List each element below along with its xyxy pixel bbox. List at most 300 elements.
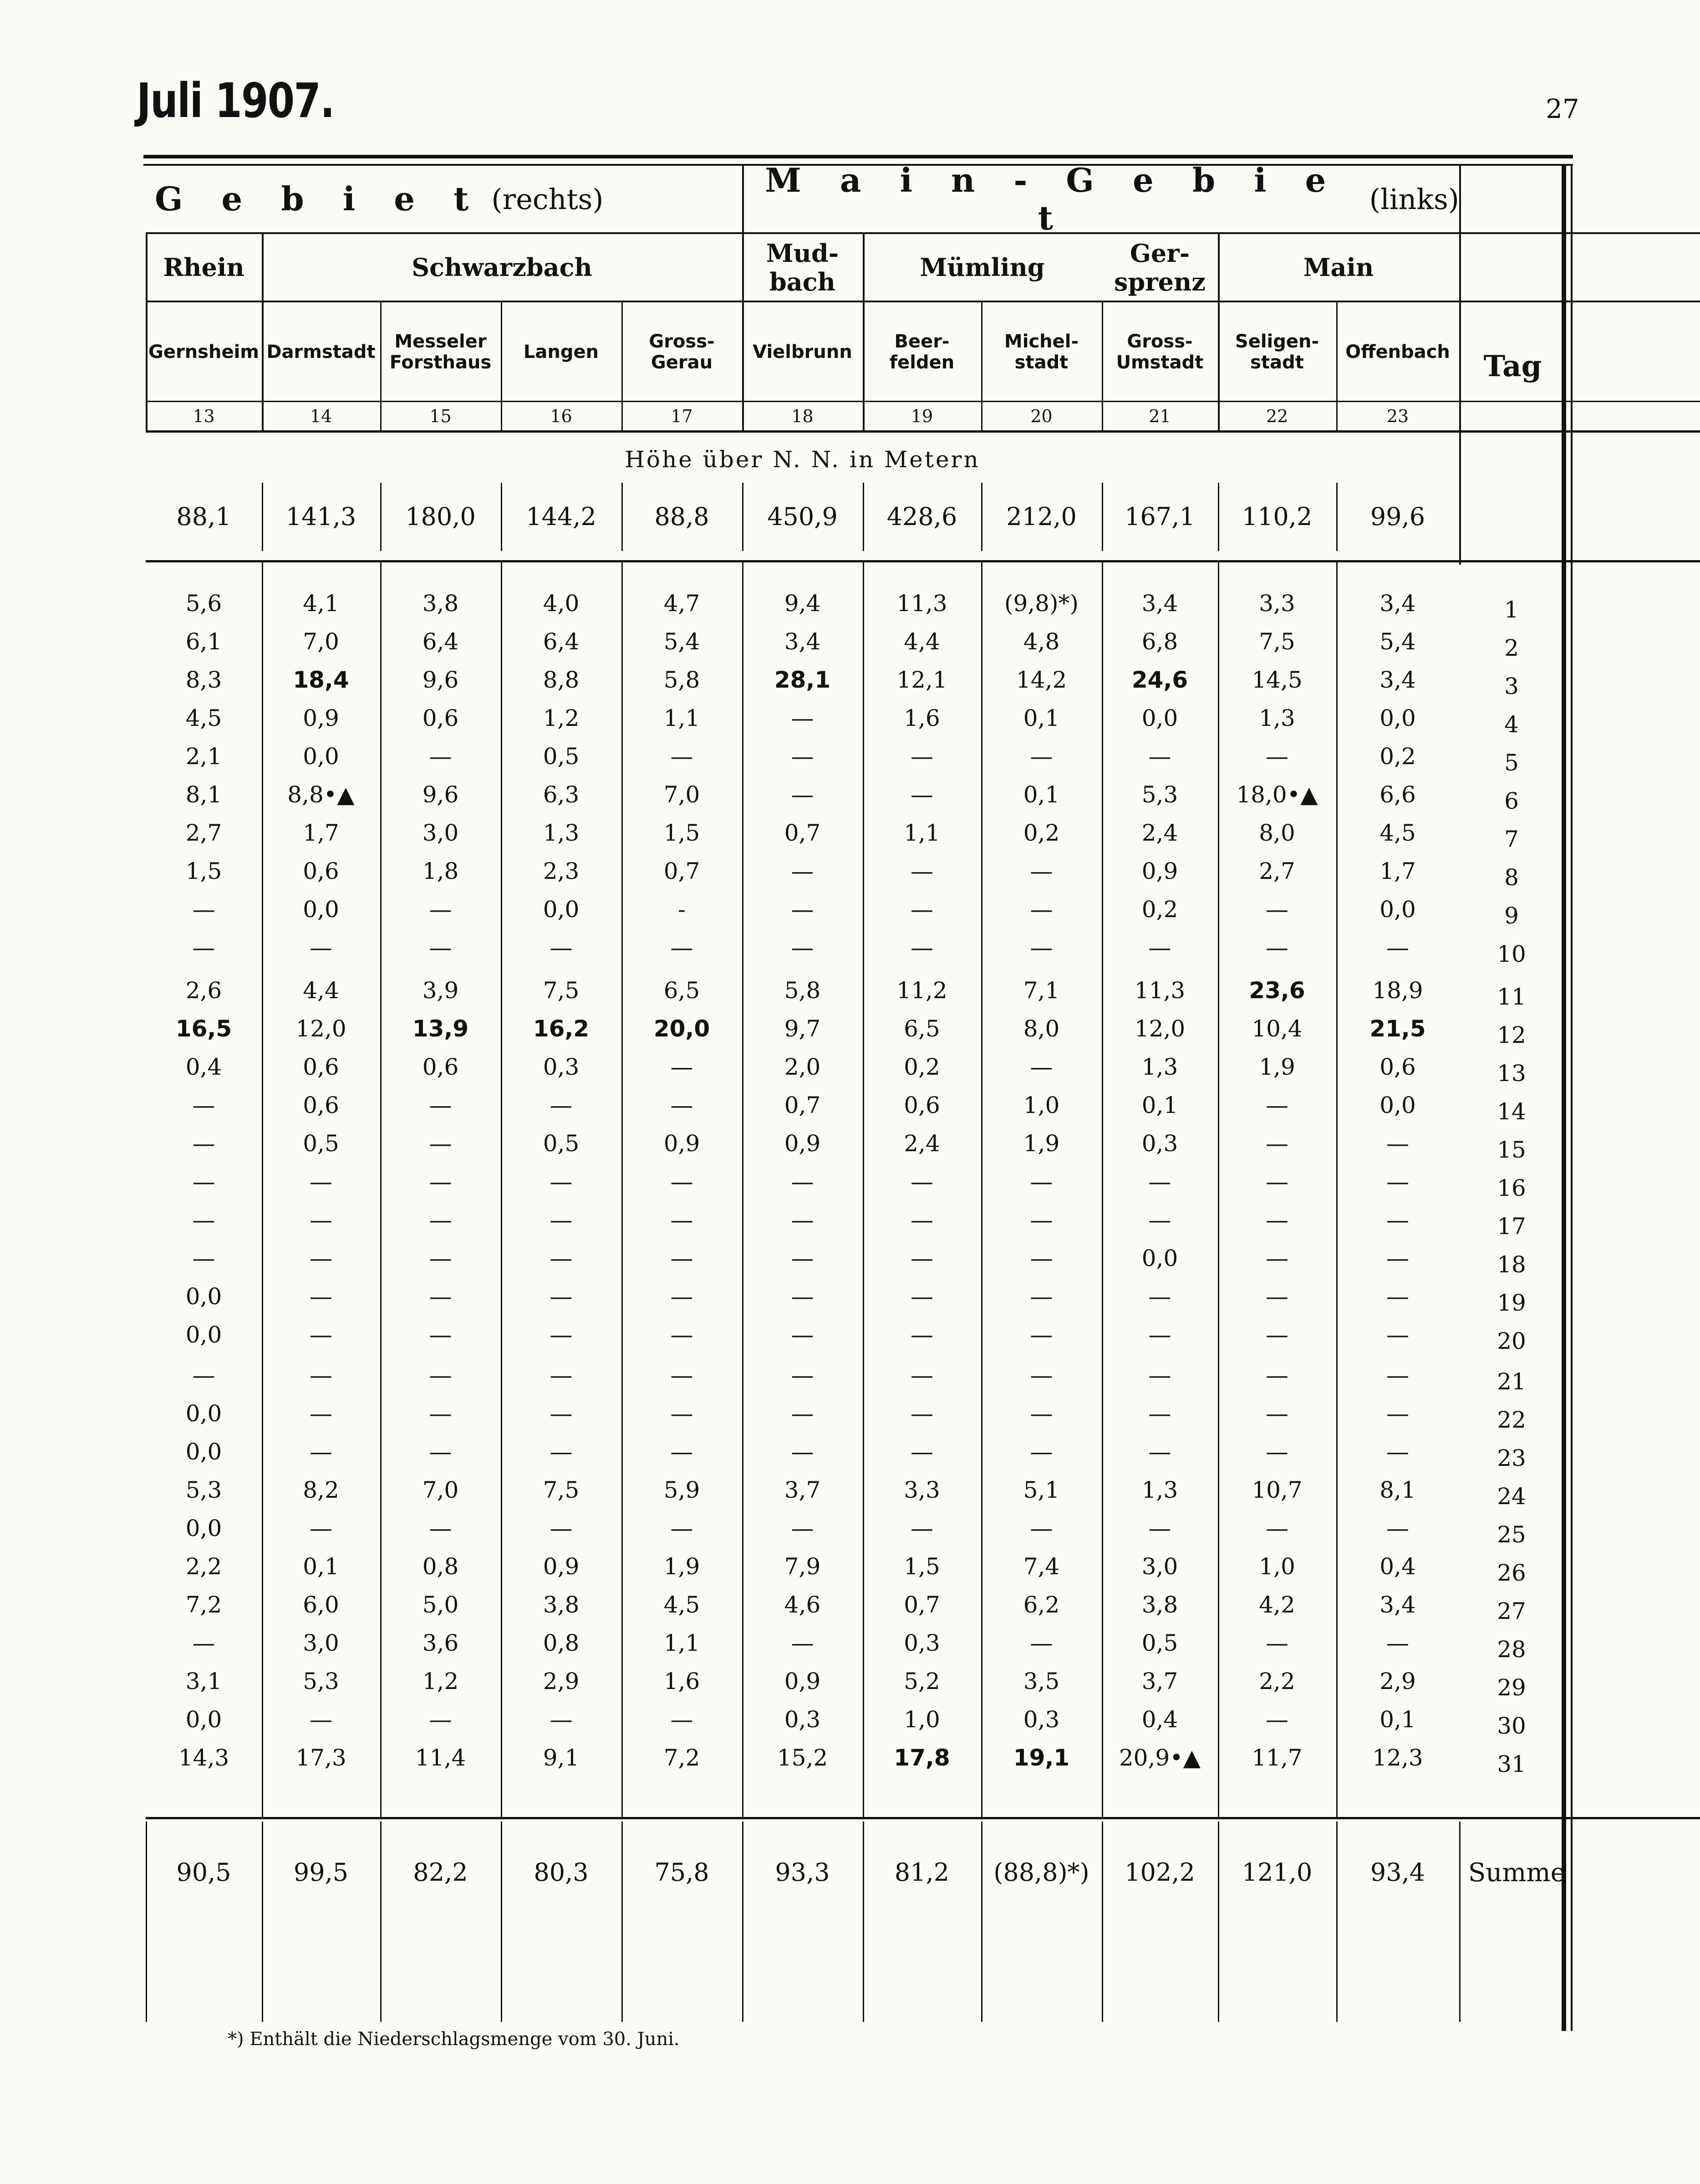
col-rule (146, 1822, 147, 2022)
table-cell: — (1266, 743, 1288, 770)
table-cell: — (1266, 1439, 1288, 1465)
row-rule (146, 430, 1700, 433)
table-cell: 12,0 (1134, 1015, 1186, 1042)
day-number: 22 (1497, 1407, 1526, 1433)
table-cell: — (911, 934, 933, 961)
table-cell: 0,6 (303, 1092, 339, 1118)
table-cell: 0,9 (543, 1553, 580, 1580)
day-number: 12 (1497, 1022, 1526, 1048)
table-cell: 5,3 (185, 1477, 222, 1503)
station-height: 99,6 (1370, 502, 1425, 531)
table-cell: 3,7 (784, 1477, 821, 1503)
table-cell: 0,2 (1141, 896, 1178, 923)
day-number: 25 (1497, 1521, 1526, 1548)
station-name: Gross- Umstadt (1116, 331, 1204, 373)
station-name: Michel- stadt (1004, 331, 1079, 373)
table-cell: — (791, 1362, 814, 1388)
table-cell: — (1386, 1515, 1409, 1541)
table-cell: — (1386, 1400, 1409, 1427)
table-cell: 1,3 (1141, 1054, 1178, 1080)
table-cell: — (1030, 1283, 1053, 1310)
table-cell: — (1030, 934, 1053, 961)
table-cell: 5,8 (663, 667, 700, 693)
table-cell: — (1030, 1362, 1053, 1388)
table-cell: — (791, 934, 814, 961)
col-rule (380, 1822, 382, 2022)
table-cell: 4,1 (303, 590, 339, 617)
table-cell: — (1030, 858, 1053, 884)
table-cell: 0,9 (1141, 858, 1178, 884)
table-cell: — (310, 1706, 332, 1733)
day-number: 16 (1497, 1175, 1526, 1201)
station-number: 18 (791, 406, 814, 427)
table-cell: — (1386, 1439, 1409, 1465)
table-cell: 0,6 (422, 1054, 459, 1080)
sum-cell: 90,5 (176, 1858, 231, 1887)
table-cell: — (1266, 934, 1288, 961)
table-cell: 6,0 (303, 1592, 339, 1618)
table-cell: 7,2 (185, 1592, 222, 1618)
table-cell: — (192, 1207, 215, 1233)
table-cell: 4,5 (185, 705, 222, 731)
table-cell: — (791, 1515, 814, 1541)
table-cell: 0,6 (422, 705, 459, 731)
table-cell: 18,4 (293, 667, 349, 693)
table-cell: 8,8•▲ (287, 781, 355, 808)
table-cell: 0,0 (185, 1515, 222, 1541)
table-cell: 4,5 (663, 1592, 700, 1618)
table-cell: — (1386, 1283, 1409, 1310)
table-cell: — (791, 781, 814, 808)
day-number: 29 (1497, 1674, 1526, 1701)
table-cell: — (1266, 1130, 1288, 1157)
table-cell: — (911, 1439, 933, 1465)
table-cell: 3,4 (1141, 590, 1178, 617)
table-cell: — (791, 705, 814, 731)
day-number: 18 (1497, 1251, 1526, 1278)
col-rule (1459, 1822, 1461, 2022)
table-cell: 13,9 (412, 1015, 469, 1042)
table-cell: 5,9 (663, 1477, 700, 1503)
table-cell: — (1386, 1169, 1409, 1195)
station-number: 14 (310, 406, 332, 427)
table-cell: — (429, 1322, 452, 1348)
table-cell: 1,0 (904, 1706, 940, 1733)
col-rule (1336, 560, 1338, 1817)
row-rule (1459, 560, 1566, 562)
table-cell: 0,9 (784, 1130, 821, 1157)
table-cell: 19,1 (1013, 1745, 1070, 1771)
station-number: 21 (1149, 406, 1171, 427)
table-cell: 2,2 (1259, 1668, 1295, 1694)
footnote: *) Enthält die Niederschlagsmenge vom 30. Juni. (228, 2029, 680, 2050)
table-cell: — (429, 1092, 452, 1118)
table-cell: 2,4 (1141, 820, 1178, 846)
col-rule (501, 1822, 502, 2022)
table-cell: — (310, 1515, 332, 1541)
table-cell: 0,6 (303, 1054, 339, 1080)
table-cell: 7,9 (784, 1553, 821, 1580)
region-left-sub: (rechts) (491, 182, 604, 216)
table-cell: 0,7 (784, 1092, 821, 1118)
table-cell: 0,1 (1023, 705, 1060, 731)
table-cell: — (429, 1362, 452, 1388)
table-cell: 3,5 (1023, 1668, 1060, 1694)
table-cell: 16,2 (533, 1015, 590, 1042)
table-cell: 7,1 (1023, 977, 1060, 1004)
table-cell: — (192, 1245, 215, 1271)
station-height: 450,9 (767, 502, 838, 531)
day-number: 28 (1497, 1636, 1526, 1663)
table-cell: 2,7 (1259, 858, 1295, 884)
table-cell: 4,2 (1259, 1592, 1295, 1618)
table-cell: — (1030, 1169, 1053, 1195)
station-number: 17 (671, 406, 693, 427)
table-cell: 9,4 (784, 590, 821, 617)
table-cell: 2,2 (185, 1553, 222, 1580)
table-cell: 17,3 (295, 1745, 346, 1771)
table-cell: — (1386, 934, 1409, 961)
table-cell: 9,7 (784, 1015, 821, 1042)
table-cell: 0,8 (422, 1553, 459, 1580)
day-number: 19 (1497, 1290, 1526, 1316)
table-cell: — (791, 1245, 814, 1271)
table-cell: 2,0 (784, 1054, 821, 1080)
region-left-name: G e b i e t (155, 179, 483, 219)
table-cell: 1,9 (1259, 1054, 1295, 1080)
table-cell: 0,4 (1379, 1553, 1416, 1580)
table-cell: 0,2 (904, 1054, 940, 1080)
table-cell: — (1266, 1322, 1288, 1348)
table-cell: 3,0 (1141, 1553, 1178, 1580)
table-cell: 0,4 (185, 1054, 222, 1080)
table-cell: - (678, 896, 686, 923)
table-cell: — (1148, 743, 1171, 770)
table-cell: — (911, 1400, 933, 1427)
table-cell: — (670, 743, 693, 770)
table-cell: — (1386, 1130, 1409, 1157)
table-cell: 1,7 (303, 820, 339, 846)
table-cell: — (550, 1207, 573, 1233)
table-cell: — (429, 1207, 452, 1233)
station-height: 212,0 (1006, 502, 1077, 531)
table-cell: 5,0 (422, 1592, 459, 1618)
table-cell: 0,9 (663, 1130, 700, 1157)
table-cell: 3,4 (1379, 667, 1416, 693)
table-cell: 1,5 (904, 1553, 940, 1580)
tag-label: Tag (1483, 349, 1542, 384)
day-number: 27 (1497, 1598, 1526, 1624)
table-cell: — (791, 1283, 814, 1310)
table-cell: 11,3 (1134, 977, 1186, 1004)
table-cell: 1,9 (663, 1553, 700, 1580)
region-left-header (146, 166, 751, 232)
table-cell: 2,3 (543, 858, 580, 884)
table-cell: 0,1 (1379, 1706, 1416, 1733)
table-cell: 0,5 (303, 1130, 339, 1157)
table-cell: — (429, 1283, 452, 1310)
table-cell: 28,1 (774, 667, 831, 693)
table-cell: 7,0 (422, 1477, 459, 1503)
station-number: 16 (550, 406, 572, 427)
table-cell: — (429, 743, 452, 770)
table-cell: 0,0 (1379, 1092, 1416, 1118)
table-cell: 2,7 (185, 820, 222, 846)
table-cell: — (192, 896, 215, 923)
table-cell: — (550, 1283, 573, 1310)
day-number: 26 (1497, 1560, 1526, 1586)
table-cell: — (192, 1362, 215, 1388)
day-number: 2 (1504, 635, 1519, 661)
table-cell: 0,0 (1141, 1245, 1178, 1271)
table-cell: 0,5 (543, 743, 580, 770)
table-cell: 0,9 (303, 705, 339, 731)
station-number: 23 (1386, 406, 1409, 427)
table-cell: — (791, 896, 814, 923)
table-cell: — (1266, 1245, 1288, 1271)
table-cell: — (791, 858, 814, 884)
page-number: 27 (1546, 93, 1579, 124)
station-height: 167,1 (1125, 502, 1195, 531)
table-cell: — (429, 1439, 452, 1465)
table-cell: 3,8 (1141, 1592, 1178, 1618)
table-cell: 1,1 (663, 1630, 700, 1656)
table-cell: 3,8 (422, 590, 459, 617)
table-cell: — (310, 1245, 332, 1271)
table-cell: 3,4 (784, 628, 821, 655)
table-cell: 8,1 (185, 781, 222, 808)
table-cell: — (1148, 1283, 1171, 1310)
sum-cell: 93,4 (1370, 1858, 1425, 1887)
table-cell: 3,4 (1379, 590, 1416, 617)
table-cell: 0,1 (1141, 1092, 1178, 1118)
table-cell: 12,0 (295, 1015, 346, 1042)
table-cell: 7,0 (303, 628, 339, 655)
table-cell: 8,2 (303, 1477, 339, 1503)
table-cell: — (310, 1283, 332, 1310)
table-cell: — (911, 1515, 933, 1541)
table-cell: 10,4 (1252, 1015, 1303, 1042)
table-cell: — (192, 1092, 215, 1118)
day-number: 13 (1497, 1060, 1526, 1087)
row-rule (146, 1817, 1700, 1819)
station-name: Messeler Forsthaus (389, 331, 492, 373)
col-rule (1218, 1822, 1219, 2022)
table-cell: — (550, 1400, 573, 1427)
station-height: 88,8 (654, 502, 709, 531)
table-cell: 8,1 (1379, 1477, 1416, 1503)
table-cell: 0,0 (185, 1322, 222, 1348)
sum-cell: 121,0 (1242, 1858, 1313, 1887)
group-schwarzbach: Schwarzbach (412, 253, 592, 282)
station-height: 141,3 (285, 502, 356, 531)
table-cell: — (1386, 1207, 1409, 1233)
table-cell: — (310, 1400, 332, 1427)
group-mudbach: Mud- bach (766, 239, 839, 296)
table-cell: — (310, 1207, 332, 1233)
table-cell: 0,9 (784, 1668, 821, 1694)
table-cell: 7,4 (1023, 1553, 1060, 1580)
table-cell: 0,0 (1379, 896, 1416, 923)
table-cell: — (550, 1169, 573, 1195)
table-cell: — (791, 1439, 814, 1465)
sum-cell: 93,3 (775, 1858, 830, 1887)
table-cell: 8,0 (1023, 1015, 1060, 1042)
station-height: 144,2 (526, 502, 596, 531)
table-cell: 16,5 (175, 1015, 232, 1042)
table-cell: — (1266, 896, 1288, 923)
table-cell: 0,0 (543, 896, 580, 923)
table-cell: 14,2 (1016, 667, 1067, 693)
station-name: Langen (523, 341, 599, 362)
station-name: Gross- Gerau (649, 331, 715, 373)
table-cell: 0,0 (185, 1283, 222, 1310)
table-cell: — (1030, 1245, 1053, 1271)
table-cell: — (429, 1130, 452, 1157)
table-cell: — (791, 1207, 814, 1233)
day-number: 31 (1497, 1751, 1526, 1777)
day-number: 15 (1497, 1137, 1526, 1163)
sum-cell: 99,5 (293, 1858, 349, 1887)
table-cell: 11,7 (1252, 1745, 1303, 1771)
region-right-name: M a i n - G e b i e t (765, 160, 1340, 237)
table-cell: 17,8 (894, 1745, 950, 1771)
table-cell: — (550, 1322, 573, 1348)
table-cell: 15,2 (777, 1745, 828, 1771)
group-rhein: Rhein (163, 253, 244, 282)
table-cell: 4,7 (663, 590, 700, 617)
station-number: 15 (429, 406, 452, 427)
table-cell: — (429, 1245, 452, 1271)
table-cell: 0,3 (904, 1630, 940, 1656)
table-cell: — (791, 743, 814, 770)
table-cell: 5,4 (1379, 628, 1416, 655)
table-cell: — (670, 1322, 693, 1348)
table-cell: — (911, 1322, 933, 1348)
table-cell: 2,6 (185, 977, 222, 1004)
table-cell: 7,5 (1259, 628, 1295, 655)
sum-cell: 102,2 (1125, 1858, 1195, 1887)
table-cell: 5,4 (663, 628, 700, 655)
table-cell: 1,3 (1141, 1477, 1178, 1503)
table-cell: 4,4 (904, 628, 940, 655)
table-cell: 14,3 (178, 1745, 229, 1771)
table-cell: 0,8 (543, 1630, 580, 1656)
table-cell: 24,6 (1131, 667, 1188, 693)
right-border-thin (1571, 164, 1573, 2031)
table-cell: 3,0 (303, 1630, 339, 1656)
table-cell: 11,2 (896, 977, 947, 1004)
table-cell: 5,3 (303, 1668, 339, 1694)
summe-label: Summe (1468, 1858, 1566, 1888)
table-cell: — (429, 1169, 452, 1195)
table-cell: — (791, 1169, 814, 1195)
table-cell: 0,0 (185, 1706, 222, 1733)
table-cell: 1,0 (1023, 1092, 1060, 1118)
table-cell: — (1266, 1400, 1288, 1427)
table-cell: — (429, 896, 452, 923)
table-cell: 0,0 (303, 743, 339, 770)
table-cell: — (310, 1362, 332, 1388)
table-cell: 4,4 (303, 977, 339, 1004)
table-cell: 3,3 (904, 1477, 940, 1503)
table-cell: 0,0 (185, 1400, 222, 1427)
table-cell: 0,3 (543, 1054, 580, 1080)
table-cell: — (670, 1515, 693, 1541)
table-cell: — (911, 858, 933, 884)
table-cell: 1,6 (904, 705, 940, 731)
table-cell: 3,1 (185, 1668, 222, 1694)
table-cell: — (1148, 1169, 1171, 1195)
table-cell: 6,8 (1141, 628, 1178, 655)
table-cell: 1,0 (1259, 1553, 1295, 1580)
table-cell: 3,7 (1141, 1668, 1178, 1694)
table-cell: 0,5 (1141, 1630, 1178, 1656)
day-number: 7 (1504, 826, 1519, 852)
table-cell: — (550, 1362, 573, 1388)
sum-cell: 81,2 (894, 1858, 950, 1887)
table-cell: — (1030, 1207, 1053, 1233)
table-cell: 6,3 (543, 781, 580, 808)
table-cell: 10,7 (1252, 1477, 1303, 1503)
table-cell: 7,2 (663, 1745, 700, 1771)
table-cell: 5,6 (185, 590, 222, 617)
table-cell: 0,6 (303, 858, 339, 884)
table-cell: — (1266, 1706, 1288, 1733)
table-cell: — (1266, 1283, 1288, 1310)
station-number: 20 (1030, 406, 1053, 427)
table-cell: 6,4 (422, 628, 459, 655)
table-cell: — (429, 1400, 452, 1427)
table-cell: 0,7 (784, 820, 821, 846)
table-cell: 1,2 (543, 705, 580, 731)
table-cell: — (670, 1362, 693, 1388)
table-cell: 18,0•▲ (1236, 781, 1318, 808)
table-cell: 1,3 (1259, 705, 1295, 731)
table-cell: — (911, 1362, 933, 1388)
table-cell: 1,7 (1379, 858, 1416, 884)
col-rule (981, 1822, 982, 2022)
table-cell: 6,2 (1023, 1592, 1060, 1618)
precipitation-table (143, 155, 1573, 2022)
table-cell: 6,5 (904, 1015, 940, 1042)
table-cell: — (1148, 1439, 1171, 1465)
station-name: Offenbach (1345, 341, 1450, 362)
table-cell: 1,5 (663, 820, 700, 846)
table-cell: 2,1 (185, 743, 222, 770)
table-cell: 8,3 (185, 667, 222, 693)
table-cell: 20,0 (653, 1015, 710, 1042)
col-rule (1336, 1822, 1338, 2022)
table-cell: 1,9 (1023, 1130, 1060, 1157)
table-cell: 2,9 (543, 1668, 580, 1694)
station-name: Gernsheim (148, 341, 259, 362)
table-cell: 12,3 (1372, 1745, 1423, 1771)
table-cell: 5,1 (1023, 1477, 1060, 1503)
col-rule (262, 1822, 263, 2022)
table-cell: — (550, 1706, 573, 1733)
day-number: 11 (1497, 984, 1526, 1010)
table-cell: — (791, 1630, 814, 1656)
table-cell: 0,0 (185, 1439, 222, 1465)
day-number: 30 (1497, 1713, 1526, 1739)
table-cell: 1,5 (185, 858, 222, 884)
table-cell: 0,3 (1023, 1706, 1060, 1733)
table-cell: — (192, 1630, 215, 1656)
day-number: 20 (1497, 1328, 1526, 1354)
day-number: 10 (1497, 941, 1526, 967)
table-cell: 0,1 (303, 1553, 339, 1580)
